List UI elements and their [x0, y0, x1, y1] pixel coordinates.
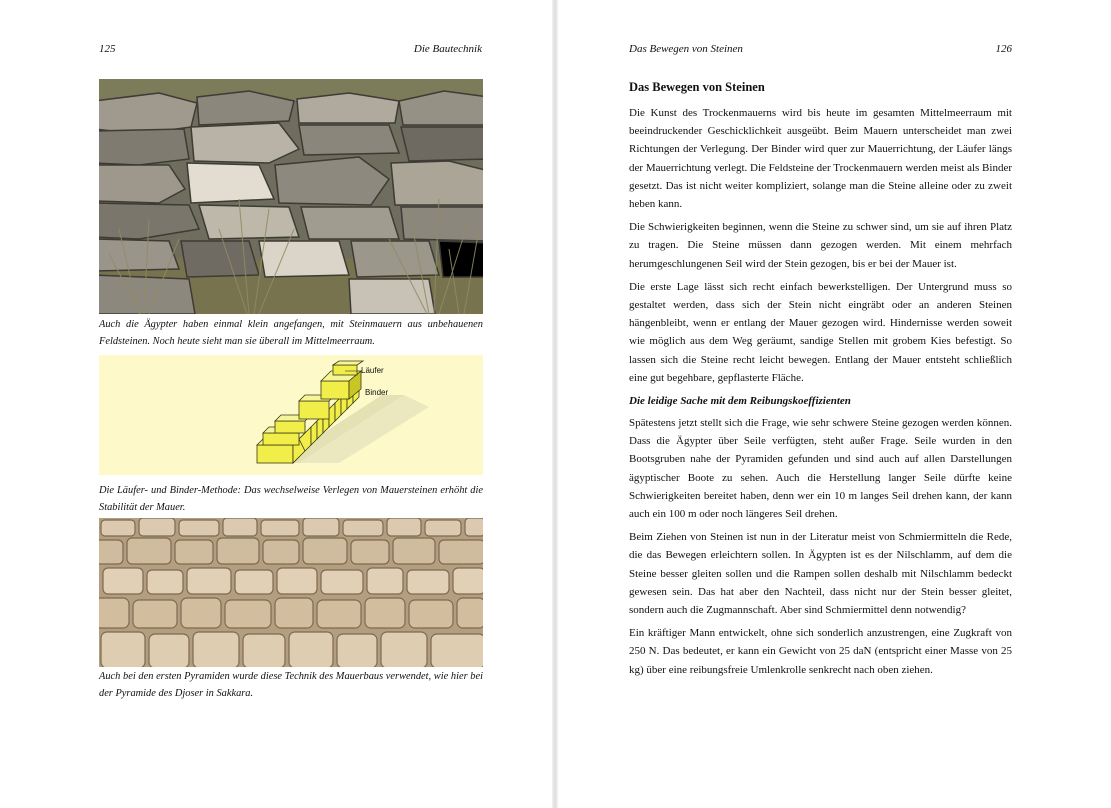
right-page — [558, 0, 1111, 808]
running-title-left: Die Bautechnik — [413, 43, 482, 55]
figure-caption-2: Die Läufer- und Binder-Methode: Das wechselweise Verlegen von Mauersteinen erhöht die Stabilität der Mauer. — [99, 485, 483, 513]
section-heading: Das Bewegen von Steinen — [629, 80, 765, 94]
paragraph: Ein kräftiger Mann entwickelt, ohne sich sonderlich anzustrengen, eine Zugkraft von 250 N. Das bedeutet, er kann ein Gewicht von 25 daN (entspricht einer Masse von 25 kg) über eine reibungsfreie Umlenkrolle senkrecht nach oben ziehen. — [629, 627, 1012, 676]
binder-label: Binder — [365, 388, 389, 397]
figure-caption-1: Auch die Ägypter haben einmal klein angefangen, mit Steinmauern aus unbehauenen Feldsteinen. Noch heute sieht man sie überall im Mittelmeerraum. — [99, 319, 483, 347]
subsection-heading: Die leidige Sache mit dem Reibungskoeffizienten — [629, 395, 851, 408]
running-title-right: Das Bewegen von Steinen — [629, 43, 743, 55]
page-number-right: 126 — [995, 43, 1012, 55]
laeufer-label: Läufer — [361, 366, 384, 375]
dry-stone-wall-photo — [99, 79, 483, 314]
paragraph: Die Kunst des Trockenmauerns wird bis heute im gesamten Mittelmeerraum mit beeindruckender Geschicklichkeit ausgeübt. Beim Mauern unterscheidet man zwei Richtungen der Verlegung. Der Binder wird quer zur Mauerrichtung, der Läufer längs der Mauerrichtung verlegt. Die Feldsteine der Trockenmauern werden meist als Binder gesetzt. Das ist nicht weiter kompliziert, solange man die Steine alleine oder zu zweit heben kann. — [629, 107, 1012, 211]
paragraph: Spätestens jetzt stellt sich die Frage, wie sehr schwere Steine gezogen werden können. Dass die Ägypter über Seile verfügten, steht außer Frage. Seile wurden in den Bootsgruben nahe der Pyramiden gefunden und sind auch auf allen Darstellungen ägyptischer Boote zu sehen. Auch die Herstellung langer Seile dürfte keine Schwierigkeiten bereitet haben, denn wer ein 10 m langes Seil drehen kann, der kann auch ein 100 m oder noch längeres Seil drehen. — [629, 417, 1012, 521]
figure-caption-3: Auch bei den ersten Pyramiden wurde diese Technik des Mauerbaus verwendet, wie hier bei der Pyramide des Djoser in Sakkara. — [99, 671, 483, 699]
page-number-left: 125 — [99, 43, 116, 55]
paragraph: Die erste Lage lässt sich recht einfach bewerkstelligen. Der Untergrund muss so gestaltet werden, dass sich der Stein nicht eingräbt oder an anderen Steinen hängenbleibt, wenn er entlang der Mauer gezogen wird. Hindernisse werden soweit wie möglich aus dem Weg geräumt, sandige Stellen mit grobem Kies befestigt. So lassen sich die Steine recht leicht bewegen. Entlang der Mauer entsteht schließlich eine gut begehbare, gepflasterte Fläche. — [629, 280, 1012, 384]
left-page — [0, 0, 552, 808]
paragraph: Die Schwierigkeiten beginnen, wenn die Steine zu schwer sind, um sie auf ihren Platz zu tragen. Die Steine müssen dann gezogen werden. Mit einem mehrfach herumgeschlungenen Seil wird der Stein gezogen, bis er bei der Mauer ist. — [629, 221, 1012, 270]
article-body — [629, 78, 1012, 684]
laeufer-binder-diagram — [99, 355, 483, 475]
paragraph: Beim Ziehen von Steinen ist nun in der Literatur meist von Schmiermitteln die Rede, die das Bewegen erleichtern sollen. In Ägypten ist es der Nilschlamm, auf dem die Steine besser gleiten sollen und die Rampen sollen deshalb mit Nilschlamm bedeckt gewesen sein. Das hat aber den Nachteil, dass nicht nur der Stein besser gleitet, sondern auch die Zugmannschaft. Aber sind Schmiermittel denn notwendig? — [629, 531, 1012, 617]
djoser-pyramid-photo — [99, 518, 483, 667]
